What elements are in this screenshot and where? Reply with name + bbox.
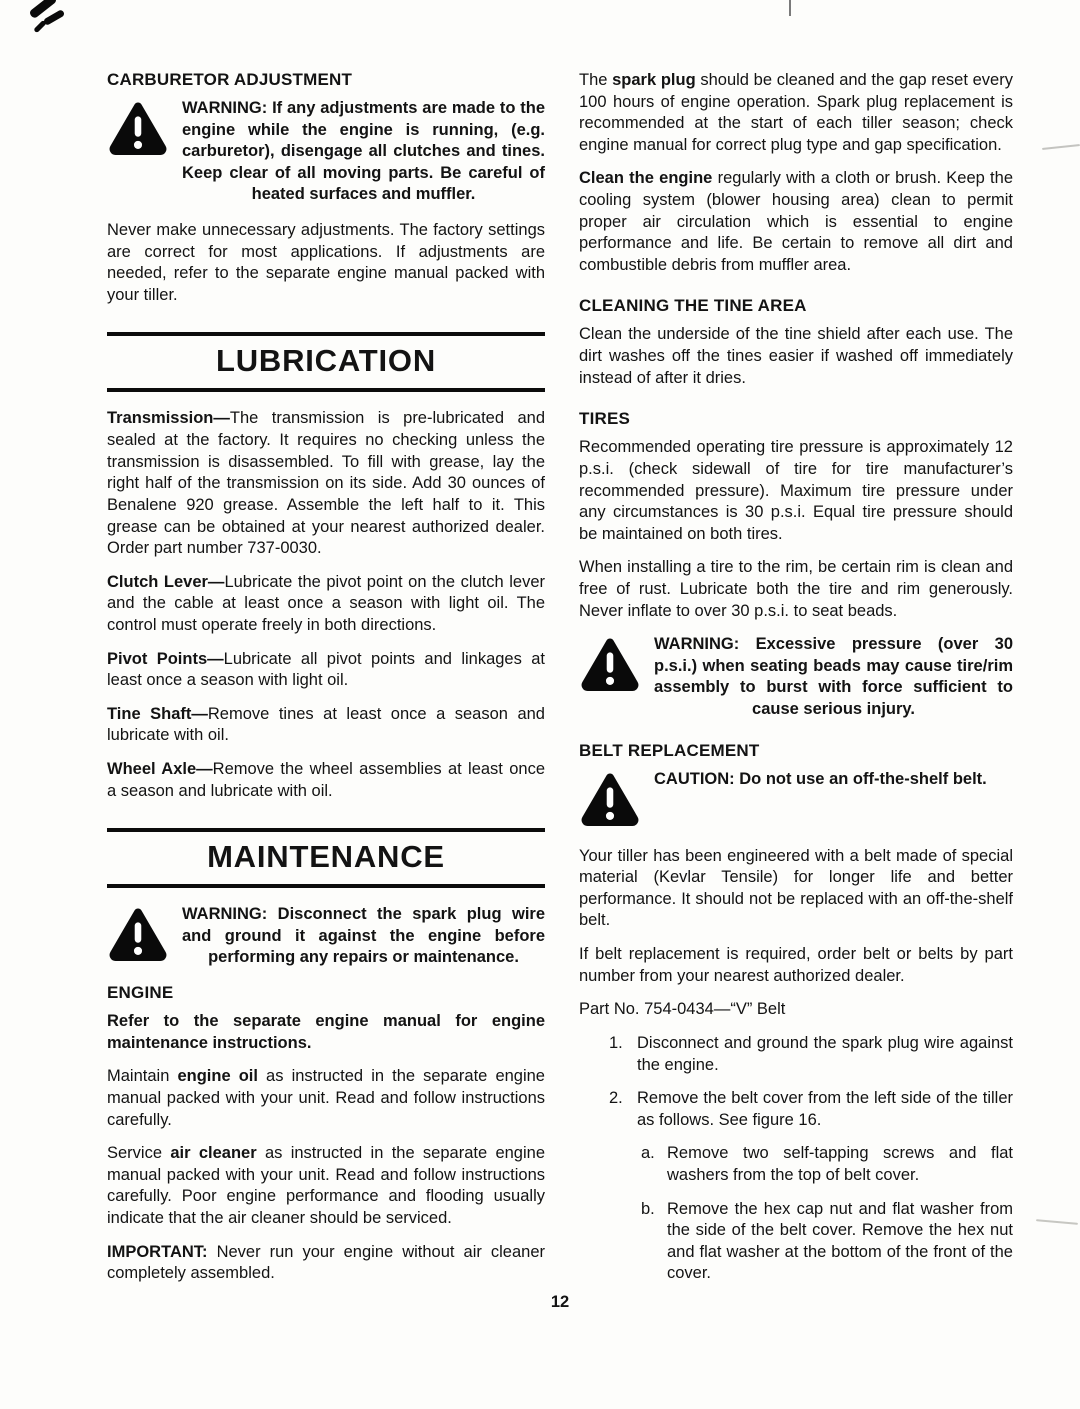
warning-text-tires: WARNING: Excessive pressure (over 30 p.s.i.) when seating beads may cause tire/rim assembly to burst with force sufficient to cause serious injury. (654, 635, 1013, 719)
paragraph-spark-plug: The spark plug should be cleaned and the gap reset every 100 hours of engine operation. Spark plug replacement is recommended at the start of each tiller season; check engine manual for correct plug type and gap specification. (579, 71, 1013, 154)
section-heading-tires: TIRES (579, 409, 631, 429)
warning-block-maintenance (107, 904, 545, 969)
substep-text: Remove two self-tapping screws and flat washers from the top of belt cover. (667, 1144, 1013, 1184)
page-content (107, 70, 1013, 1297)
paragraph-wheel-axle: Wheel Axle—Remove the wheel assemblies at least once a season and lubricate with oil. (107, 760, 545, 800)
scan-artifact-top-left-3 (33, 20, 46, 33)
belt-substep-a (641, 1143, 1013, 1186)
belt-step-2 (609, 1088, 1013, 1131)
paragraph-air-cleaner: Service air cleaner as instructed in the separate engine manual packed with your unit. Read and follow instructions carefully. Poor engine performance and flooding usually indicate that the air cleaner should be serviced. (107, 1144, 546, 1227)
section-heading-belt-replacement: BELT REPLACEMENT (579, 740, 760, 760)
paragraph-belt-part-no: Part No. 754-0434—“V” Belt (579, 1000, 786, 1019)
paragraph-pivot-points: Pivot Points—Lubricate all pivot points and linkages at least once a season with light oil. (107, 649, 545, 690)
section-heading-cleaning-tine-area: CLEANING THE TINE AREA (579, 296, 807, 316)
page-number: 12 (550, 1293, 570, 1311)
warning-block-carburetor (107, 98, 545, 206)
paragraph-tine-shaft: Tine Shaft—Remove tines at least once a season and lubricate with oil. (107, 704, 545, 745)
warning-block-tires (579, 634, 1013, 720)
paragraph-belt-order: If belt replacement is required, order belt or belts by part number from your nearest authorized dealer. (579, 945, 1013, 985)
scan-artifact-right-margin-2 (1036, 1219, 1078, 1225)
caution-text-belt: CAUTION: Do not use an off-the-shelf belt. (654, 769, 987, 788)
right-column (579, 70, 1013, 1297)
left-column (107, 70, 545, 1297)
warning-text-carburetor: WARNING: If any adjustments are made to the engine while the engine is running, (e.g. carburetor), disengage all clutches and tines. Keep clear of all moving parts. Be careful of heated surfaces and muffler. (182, 99, 545, 204)
warning-triangle-icon (107, 98, 169, 161)
step-text: Disconnect and ground the spark plug wire against the engine. (637, 1033, 1013, 1074)
heading-maintenance: MAINTENANCE (207, 839, 445, 875)
section-heading-engine: ENGINE (107, 983, 174, 1003)
paragraph-tires-install: When installing a tire to the rim, be certain rim is clean and free of rust. Lubricate both the tire and rim generously. Never inflate to over 30 p.s.i. to seat beads. (579, 558, 1013, 620)
scan-artifact-right-margin-1 (1042, 144, 1080, 150)
paragraph-transmission: Transmission—The transmission is pre-lubricated and sealed at the factory. It requires no checking unless the transmission is disassembled. To fill with grease, lay the right half of the transmission on its side. Add 30 ounces of Benalene 920 grease. Assemble the left half to it. This grease can be obtained at your nearest authorized dealer. Order part number 737-0030. (107, 409, 545, 558)
substep-letter: b. (641, 1199, 655, 1218)
heading-block-lubrication (107, 332, 545, 392)
heading-block-maintenance (107, 828, 545, 888)
paragraph-carburetor: Never make unnecessary adjustments. The factory settings are correct for most applications. If adjustments are needed, refer to the separate engine manual packed with your tiller. (107, 221, 545, 304)
step-number: 2. (609, 1089, 623, 1108)
substep-letter: a. (641, 1144, 655, 1163)
warning-triangle-icon (579, 634, 641, 697)
paragraph-clean-engine: Clean the engine regularly with a cloth or brush. Keep the cooling system (blower housing area) clean to permit proper air circulation which is essential to engine performance and life. Be certain to remove all dirt and combustible debris from muffler area. (579, 169, 1013, 274)
paragraph-belt-material: Your tiller has been engineered with a belt made of special material (Kevlar Tensile) for longer life and better performance. It should not be replaced with an off-the-shelf belt. (579, 846, 1013, 930)
warning-triangle-icon (579, 769, 641, 832)
section-heading-carburetor-adjustment: CARBURETOR ADJUSTMENT (107, 70, 353, 89)
paragraph-engine-oil: Maintain engine oil as instructed in the separate engine manual packed with your unit. Read and follow instructions carefully. (107, 1067, 545, 1129)
paragraph-important: IMPORTANT: Never run your engine without air cleaner completely assembled. (107, 1242, 545, 1283)
step-number: 1. (609, 1033, 623, 1052)
warning-triangle-icon (107, 904, 169, 967)
caution-block-belt (579, 769, 1013, 832)
paragraph-tine-area: Clean the underside of the tine shield after each use. The dirt washes off the tines easier if washed off immediately instead of after it dries. (579, 325, 1013, 387)
belt-substep-b (641, 1199, 1013, 1285)
heading-lubrication: LUBRICATION (215, 343, 437, 379)
scan-artifact-top-tick (789, 0, 791, 16)
substep-text: Remove the hex cap nut and flat washer from the side of the belt cover. Remove the hex nut and flat washer at the bottom of the front of the cover. (667, 1199, 1013, 1283)
step-text: Remove the belt cover from the left side of the tiller as follows. See figure 16. (637, 1089, 1013, 1129)
belt-step-1 (609, 1033, 1013, 1076)
paragraph-clutch-lever: Clutch Lever—Lubricate the pivot point on the clutch lever and the cable at least once a season with light oil. The control must operate freely in both directions. (107, 572, 545, 634)
warning-text-maintenance: WARNING: Disconnect the spark plug wire and ground it against the engine before performing any repairs or maintenance. (182, 905, 545, 967)
paragraph-engine-intro: Refer to the separate engine manual for engine maintenance instructions. (107, 1012, 545, 1052)
paragraph-tires-pressure: Recommended operating tire pressure is approximately 12 p.s.i. (check sidewall of tire for tire manufacturer’s recommended pressure). Maximum tire pressure under any circumstances is 30 p.s.i. Equal tire pressure should be maintained on both tires. (579, 438, 1013, 543)
